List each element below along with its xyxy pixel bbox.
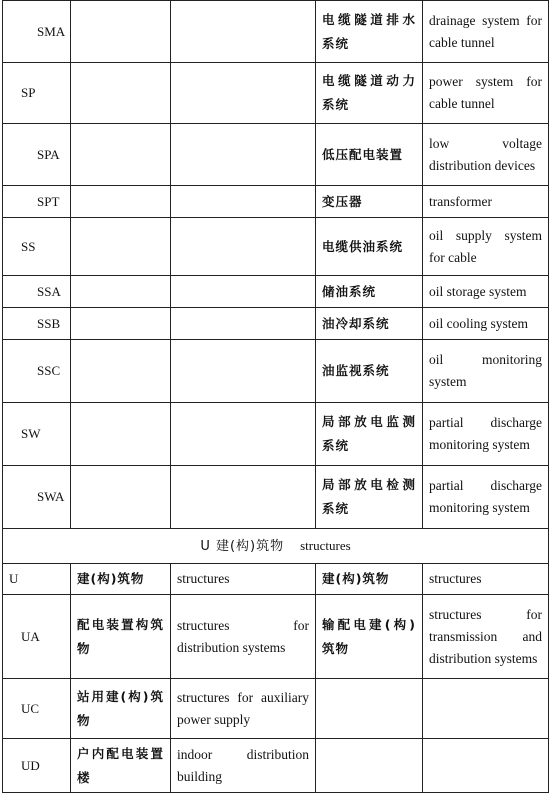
zh-cell: 电缆供油系统 xyxy=(316,218,423,276)
table-row xyxy=(3,340,549,403)
zh-cell: 建(构)筑物 xyxy=(71,564,171,595)
code-text: SSA xyxy=(37,283,61,299)
blank-cell xyxy=(171,218,316,276)
code-text: SSB xyxy=(37,315,61,331)
table-row xyxy=(3,595,549,679)
en-cell: oil supply system for cable xyxy=(423,218,549,276)
zh-cell: 电缆隧道动力系统 xyxy=(316,63,423,124)
section-header-en: structures xyxy=(300,537,351,553)
blank-cell xyxy=(171,340,316,403)
en-cell: low voltage distribution devices xyxy=(423,124,549,186)
code-text: SSC xyxy=(37,363,61,378)
en-cell: indoor distribution building xyxy=(171,739,316,793)
en-cell: structures for distribution systems xyxy=(171,595,316,679)
en-cell: partial discharge monitoring system xyxy=(423,403,549,466)
code-text: SP xyxy=(21,85,36,100)
zh-cell: 站用建(构)筑物 xyxy=(71,679,171,739)
table-row xyxy=(3,63,549,124)
code-cell: UD xyxy=(3,739,71,793)
zh-cell: 储油系统 xyxy=(316,276,423,308)
en-cell-2 xyxy=(423,739,549,793)
code-text: SWA xyxy=(37,489,65,504)
zh-cell: 油监视系统 xyxy=(316,340,423,403)
en-cell: drainage system for cable tunnel xyxy=(423,1,549,63)
blank-cell xyxy=(71,276,171,308)
zh-cell-2: 建(构)筑物 xyxy=(316,564,423,595)
code-cell: UC xyxy=(3,679,71,739)
en-cell-2: structures xyxy=(423,564,549,595)
table-row xyxy=(3,403,549,466)
section-header-zh: U 建(构)筑物 xyxy=(200,538,285,554)
table-row xyxy=(3,124,549,186)
code-cell xyxy=(3,63,71,124)
code-cell: U xyxy=(3,564,71,595)
code-cell xyxy=(3,340,71,403)
blank-cell xyxy=(71,403,171,466)
en-cell-2: structures for transmission and distribution systems xyxy=(423,595,549,679)
table-row xyxy=(3,276,549,308)
zh-cell: 户内配电装置楼 xyxy=(71,739,171,793)
zh-cell-2: 输配电建(构)筑物 xyxy=(316,595,423,679)
blank-cell xyxy=(71,186,171,218)
section-header xyxy=(3,529,549,564)
blank-cell xyxy=(71,1,171,63)
blank-cell xyxy=(171,124,316,186)
blank-cell xyxy=(171,466,316,529)
blank-cell xyxy=(71,218,171,276)
blank-cell xyxy=(171,186,316,218)
code-text: SPT xyxy=(37,193,60,209)
table-row xyxy=(3,466,549,529)
blank-cell xyxy=(71,340,171,403)
en-cell: structures for auxiliary power supply xyxy=(171,679,316,739)
zh-cell: 低压配电装置 xyxy=(316,124,423,186)
table-row xyxy=(3,308,549,340)
zh-cell: 变压器 xyxy=(316,186,423,218)
blank-cell xyxy=(71,466,171,529)
blank-cell xyxy=(71,308,171,340)
code-cell xyxy=(3,1,71,63)
en-cell-2 xyxy=(423,679,549,739)
blank-cell xyxy=(171,308,316,340)
zh-cell: 局部放电检测系统 xyxy=(316,466,423,529)
blank-cell xyxy=(71,124,171,186)
en-cell: transformer xyxy=(423,186,549,218)
en-cell: oil cooling system xyxy=(423,308,549,340)
en-cell: structures xyxy=(171,564,316,595)
blank-cell xyxy=(71,63,171,124)
code-cell: UA xyxy=(3,595,71,679)
code-cell xyxy=(3,276,71,308)
table-row xyxy=(3,564,549,595)
code-text: SS xyxy=(21,238,36,254)
code-cell xyxy=(3,308,71,340)
blank-cell xyxy=(171,1,316,63)
en-cell: oil monitoring system xyxy=(423,340,549,403)
code-cell xyxy=(3,124,71,186)
en-cell: partial discharge monitoring system xyxy=(423,466,549,529)
blank-cell xyxy=(171,403,316,466)
designation-table xyxy=(2,0,549,793)
code-text: SW xyxy=(21,426,41,441)
table-row xyxy=(3,679,549,739)
table-row xyxy=(3,218,549,276)
code-cell xyxy=(3,218,71,276)
code-cell xyxy=(3,403,71,466)
section-header-row xyxy=(3,529,549,564)
zh-cell: 配电装置构筑物 xyxy=(71,595,171,679)
en-cell: oil storage system xyxy=(423,276,549,308)
code-cell xyxy=(3,186,71,218)
zh-cell: 电缆隧道排水系统 xyxy=(316,1,423,63)
code-text: SPA xyxy=(37,146,60,162)
en-cell: power system for cable tunnel xyxy=(423,63,549,124)
zh-cell-2 xyxy=(316,679,423,739)
code-text: SMA xyxy=(37,23,66,39)
blank-cell xyxy=(171,276,316,308)
table-row xyxy=(3,1,549,63)
zh-cell: 油冷却系统 xyxy=(316,308,423,340)
zh-cell-2 xyxy=(316,739,423,793)
code-cell xyxy=(3,466,71,529)
table-body-s-section xyxy=(3,1,549,529)
blank-cell xyxy=(171,63,316,124)
zh-cell: 局部放电监测系统 xyxy=(316,403,423,466)
table-body-u-section xyxy=(3,529,549,793)
table-row xyxy=(3,739,549,793)
table-row xyxy=(3,186,549,218)
